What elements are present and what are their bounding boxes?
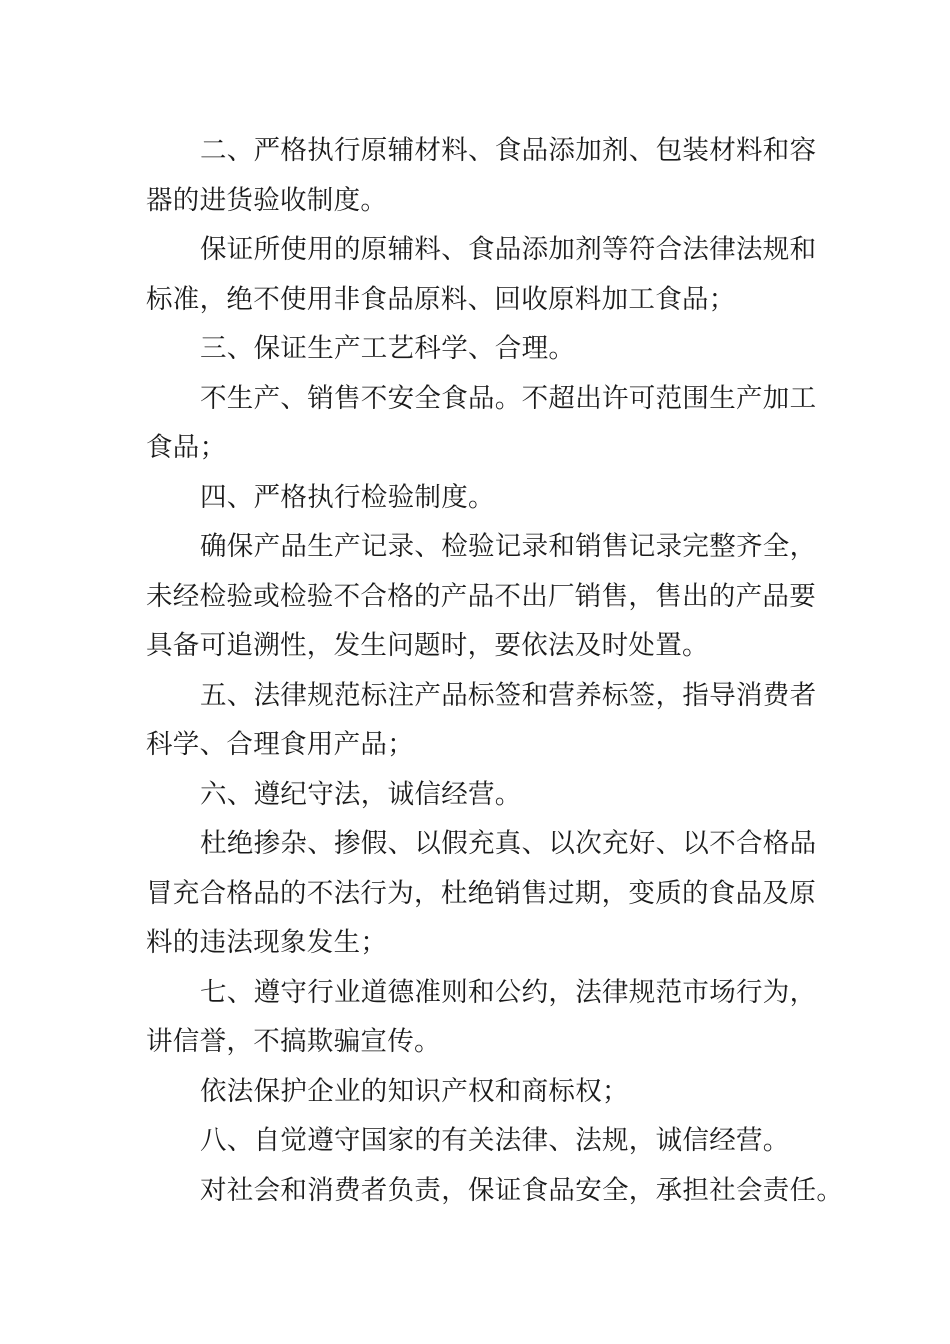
paragraph-4-detail <box>146 522 826 671</box>
paragraph-7-detail <box>146 1067 826 1117</box>
paragraph-3-detail <box>146 374 826 473</box>
text-line: 食品； <box>146 432 227 463</box>
paragraph-8 <box>146 1116 826 1166</box>
text-line: 未经检验或检验不合格的产品不出厂销售，售出的产品要 <box>146 580 816 612</box>
paragraph-2-detail <box>146 225 826 324</box>
text-line: 杜绝掺杂、掺假、以假充真、以次充好、以不合格品 <box>200 828 817 859</box>
text-line: 标准，绝不使用非食品原料、回收原料加工食品； <box>146 283 736 315</box>
paragraph-7 <box>146 968 826 1067</box>
text-line: 二、严格执行原辅材料、食品添加剂、包装材料和容 <box>200 135 817 166</box>
text-line: 保证所使用的原辅料、食品添加剂等符合法律法规和 <box>200 234 817 265</box>
paragraph-5 <box>146 671 826 770</box>
text-line: 三、保证生产工艺科学、合理。 <box>200 333 576 364</box>
text-line: 七、遵守行业道德准则和公约，法律规范市场行为， <box>200 976 817 1008</box>
text-line: 四、严格执行检验制度。 <box>200 481 495 513</box>
text-line: 具备可追溯性，发生问题时，要依法及时处置。 <box>146 630 709 661</box>
text-line: 依法保护企业的知识产权和商标权； <box>200 1075 629 1107</box>
text-line: 科学、合理食用产品； <box>146 729 414 760</box>
text-line: 冒充合格品的不法行为，杜绝销售过期，变质的食品及原 <box>146 877 816 909</box>
text-line: 料的违法现象发生； <box>146 927 388 958</box>
paragraph-2 <box>146 126 826 225</box>
text-line: 确保产品生产记录、检验记录和销售记录完整齐全， <box>200 531 817 562</box>
paragraph-4 <box>146 473 826 523</box>
text-line: 器的进货验收制度。 <box>146 184 388 216</box>
text-line: 五、法律规范标注产品标签和营养标签，指导消费者 <box>200 679 817 711</box>
document-body <box>146 126 844 1215</box>
text-line: 不生产、销售不安全食品。不超出许可范围生产加工 <box>200 382 817 414</box>
text-line: 八、自觉遵守国家的有关法律、法规，诚信经营。 <box>200 1125 790 1156</box>
text-line: 对社会和消费者负责，保证食品安全，承担社会责任。 <box>200 1174 844 1206</box>
paragraph-8-detail <box>146 1166 844 1216</box>
paragraph-6-detail <box>146 819 826 968</box>
paragraph-3 <box>146 324 826 374</box>
paragraph-6 <box>146 770 826 820</box>
text-line: 讲信誉，不搞欺骗宣传。 <box>146 1026 441 1057</box>
text-line: 六、遵纪守法，诚信经营。 <box>200 778 522 810</box>
